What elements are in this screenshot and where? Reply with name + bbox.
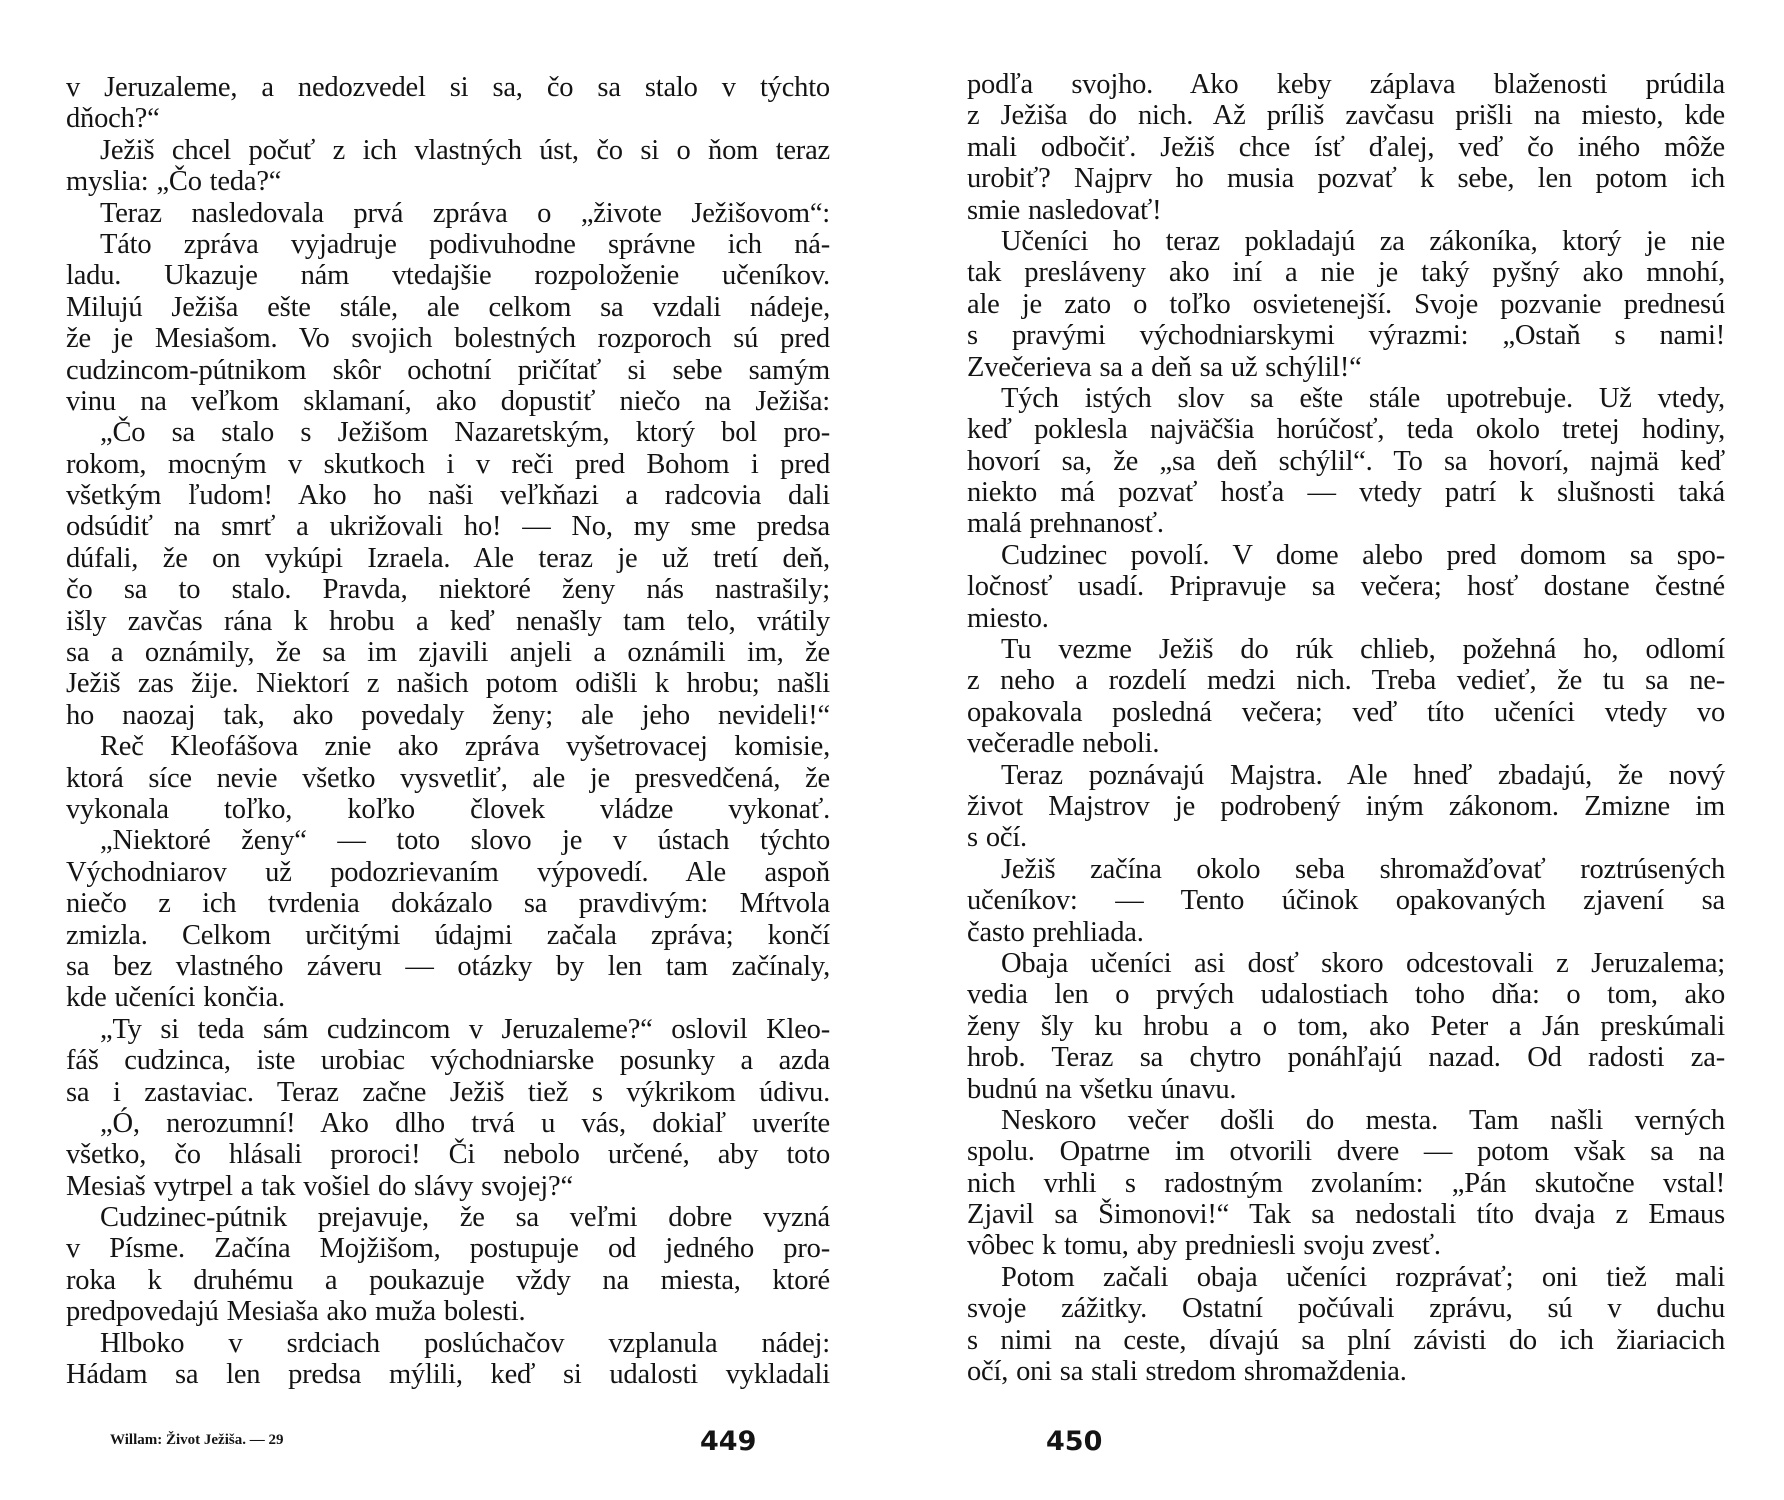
text-line: očí, oni sa stali stredom shromaždenia. bbox=[967, 1356, 1407, 1388]
text-line: Neskoro večer došli do mesta. Tam našli verných bbox=[1001, 1104, 1725, 1136]
text-line: kde učeníci končia. bbox=[66, 982, 285, 1014]
text-line: roka k druhému a poukazuje vždy na miesta, ktoré bbox=[66, 1264, 830, 1296]
text-line: sa bez vlastného záveru — otázky by len tam začínaly, bbox=[66, 950, 830, 982]
text-line: Učeníci ho teraz pokladajú za zákoníka, ktorý je nie bbox=[1001, 225, 1725, 257]
text-line: Obaja učeníci asi dosť skoro odcestovali z Jeruzalema; bbox=[1001, 947, 1725, 979]
text-line: sa i zastaviac. Teraz začne Ježiš tiež s výkrikom údivu. bbox=[66, 1076, 830, 1108]
text-line: opakovala posledná večera; veď títo učeníci vtedy vo bbox=[967, 696, 1725, 728]
text-line: Teraz poznávajú Majstra. Ale hneď zbadajú, že nový bbox=[1001, 759, 1725, 791]
text-line: s nimi na ceste, dívajú sa plní závisti do ich žiariacich bbox=[967, 1324, 1725, 1356]
text-line: vedia len o prvých udalostiach toho dňa: o tom, ako bbox=[967, 979, 1725, 1011]
text-line: často prehliada. bbox=[967, 916, 1144, 948]
text-line: Zvečerieva sa a deň sa už schýlil!“ bbox=[967, 351, 1362, 383]
text-line: nich vrhli s radostným zvolaním: „Pán skutočne vstal! bbox=[967, 1167, 1725, 1199]
text-line: svoje zážitky. Ostatní počúvali zprávu, sú v duchu bbox=[967, 1293, 1725, 1325]
text-line: s pravými východniarskymi výrazmi: „Ostaň s nami! bbox=[967, 320, 1725, 352]
text-line: urobiť? Najprv ho musia pozvať k sebe, len potom ich bbox=[967, 163, 1725, 195]
text-line: miesto. bbox=[967, 602, 1049, 634]
text-line: Cudzinec povolí. V dome alebo pred domom sa spo- bbox=[1001, 539, 1725, 571]
text-line: Mesiaš vytrpel a tak vošiel do slávy svojej?“ bbox=[66, 1170, 573, 1202]
text-line: Potom začali obaja učeníci rozprávať; oni tiež mali bbox=[1001, 1261, 1725, 1293]
footer-signature: Willam: Život Ježiša. — 29 bbox=[110, 1432, 284, 1448]
text-line: s očí. bbox=[967, 822, 1027, 854]
text-line: hrob. Teraz sa chytro ponáhľajú nazad. Od radosti za- bbox=[967, 1042, 1725, 1074]
text-line: Hádam sa len predsa mýlili, keď si udalosti vykladali bbox=[66, 1359, 830, 1391]
text-line: budnú na všetku únavu. bbox=[967, 1073, 1237, 1105]
text-line: „Ó, nerozumní! Ako dlho trvá u vás, dokiaľ uveríte bbox=[100, 1107, 830, 1139]
text-line: ho naozaj tak, ako povedaly ženy; ale jeho nevideli!“ bbox=[66, 699, 830, 731]
text-line: Táto zpráva vyjadruje podivuhodne správne ich ná- bbox=[100, 228, 830, 260]
text-line: „Ty si teda sám cudzincom v Jeruzaleme?“ oslovil Kleo- bbox=[100, 1013, 830, 1045]
text-line: smie nasledovať! bbox=[967, 194, 1162, 226]
text-line: myslia: „Čo teda?“ bbox=[66, 166, 282, 198]
text-line: Ježiš začína okolo seba shromažďovať roztrúsených bbox=[1001, 853, 1725, 885]
text-line: „Čo sa stalo s Ježišom Nazaretským, ktorý bol pro- bbox=[100, 417, 830, 449]
text-line: všetko, čo hlásali proroci! Či nebolo určené, aby toto bbox=[66, 1139, 830, 1171]
text-line: život Majstrov je podrobený iným zákonom. Zmizne im bbox=[967, 790, 1725, 822]
text-line: rokom, mocným v skutkoch i v reči pred Bohom i pred bbox=[66, 448, 830, 480]
text-line: odsúdiť na smrť a ukrižovali ho! — No, my sme predsa bbox=[66, 511, 830, 543]
text-line: z Ježiša do nich. Až príliš zavčasu prišli na miesto, kde bbox=[967, 100, 1725, 132]
text-line: Zjavil sa Šimonovi!“ Tak sa nedostali títo dvaja z Emaus bbox=[967, 1199, 1725, 1231]
text-line: mali odbočiť. Ježiš chce ísť ďalej, veď čo iného môže bbox=[967, 131, 1725, 163]
text-line: Ježiš zas žije. Niektorí z našich potom odišli k hrobu; našli bbox=[66, 668, 830, 700]
text-line: išly zavčas rána k hrobu a keď nenašly tam telo, vrátily bbox=[66, 605, 830, 637]
text-line: hovorí sa, že „sa deň schýlil“. To sa hovorí, najmä keď bbox=[967, 445, 1725, 477]
text-line: Reč Kleofášova znie ako zpráva vyšetrovacej komisie, bbox=[100, 731, 830, 763]
text-line: Hlboko v srdciach poslúchačov vzplanula nádej: bbox=[100, 1327, 830, 1359]
text-line: malá prehnanosť. bbox=[967, 508, 1164, 540]
text-line: zmizla. Celkom určitými údajmi začala zpráva; končí bbox=[66, 919, 830, 951]
text-line: keď poklesla najväčšia horúčosť, teda okolo tretej hodiny, bbox=[967, 414, 1725, 446]
text-line: dňoch?“ bbox=[66, 103, 160, 135]
text-line: Cudzinec-pútnik prejavuje, že sa veľmi dobre vyzná bbox=[100, 1202, 830, 1234]
text-line: cudzincom-pútnikom skôr ochotní pričítať si sebe samým bbox=[66, 354, 830, 386]
text-line: že je Mesiašom. Vo svojich bolestných rozporoch sú pred bbox=[66, 323, 830, 355]
text-line: sa a oznámily, že sa im zjavili anjeli a oznámili im, že bbox=[66, 637, 830, 669]
text-line: niečo z ich tvrdenia dokázalo sa pravdivým: Mŕtvola bbox=[66, 888, 830, 920]
left-page-text bbox=[66, 72, 830, 1390]
text-line: Východniarov už podozrievaním výpovedí. Ale aspoň bbox=[66, 856, 830, 888]
text-line: ženy šly ku hrobu a o tom, ako Peter a Ján preskúmali bbox=[967, 1010, 1725, 1042]
text-line: dúfali, že on vykúpi Izraela. Ale teraz je už tretí deň, bbox=[66, 542, 830, 574]
text-line: čo sa to stalo. Pravda, niektoré ženy nás nastrašily; bbox=[66, 574, 830, 606]
text-line: v Písme. Začína Mojžišom, postupuje od jedného pro- bbox=[66, 1233, 830, 1265]
text-line: z neho a rozdelí medzi nich. Treba vedieť, že tu sa ne- bbox=[967, 665, 1725, 697]
text-line: Teraz nasledovala prvá zpráva o „živote Ježišovom“: bbox=[100, 197, 830, 229]
text-line: vinu na veľkom sklamaní, ako dopustiť niečo na Ježiša: bbox=[66, 385, 830, 417]
text-line: podľa svojho. Ako keby záplava blaženosti prúdila bbox=[967, 69, 1725, 100]
text-line: všetkým ľudom! Ako ho naši veľkňazi a radcovia dali bbox=[66, 480, 830, 512]
text-line: ale je zato o toľko osvietenejší. Svoje pozvanie prednesú bbox=[967, 288, 1725, 320]
page-number-right: 450 bbox=[1046, 1426, 1103, 1457]
text-line: učeníkov: — Tento účinok opakovaných zjavení sa bbox=[967, 885, 1725, 917]
page-number-left: 449 bbox=[700, 1426, 757, 1457]
text-line: „Niektoré ženy“ — toto slovo je v ústach týchto bbox=[100, 825, 830, 857]
right-page-text bbox=[967, 69, 1725, 1387]
text-line: niekto má pozvať hosťa — vtedy patrí k slušnosti taká bbox=[967, 477, 1725, 509]
text-line: spolu. Opatrne im otvorili dvere — potom však sa na bbox=[967, 1136, 1725, 1168]
text-line: Milujú Ježiša ešte stále, ale celkom sa vzdali nádeje, bbox=[66, 291, 830, 323]
text-line: Ježiš chcel počuť z ich vlastných úst, čo si o ňom teraz bbox=[100, 134, 830, 166]
text-line: večeradle neboli. bbox=[967, 728, 1160, 760]
text-line: ladu. Ukazuje nám vtedajšie rozpoloženie učeníkov. bbox=[66, 260, 830, 292]
text-line: Tu vezme Ježiš do rúk chlieb, požehná ho, odlomí bbox=[1001, 634, 1725, 666]
text-line: vykonala toľko, koľko človek vládze vykonať. bbox=[66, 793, 830, 825]
text-line: ločnosť usadí. Pripravuje sa večera; hosť dostane čestné bbox=[967, 571, 1725, 603]
text-line: fáš cudzinca, iste urobiac východniarske posunky a azda bbox=[66, 1045, 830, 1077]
text-line: tak presláveny ako iní a nie je taký pyšný ako mnohí, bbox=[967, 257, 1725, 289]
text-line: Tých istých slov sa ešte stále upotrebuje. Už vtedy, bbox=[1001, 382, 1725, 414]
text-line: vôbec k tomu, aby predniesli svoju zvesť. bbox=[967, 1230, 1441, 1262]
text-line: v Jeruzaleme, a nedozvedel si sa, čo sa stalo v týchto bbox=[66, 72, 830, 103]
text-line: ktorá síce nevie všetko vysvetliť, ale je presvedčená, že bbox=[66, 762, 830, 794]
text-line: predpovedajú Mesiaša ako muža bolesti. bbox=[66, 1296, 526, 1328]
